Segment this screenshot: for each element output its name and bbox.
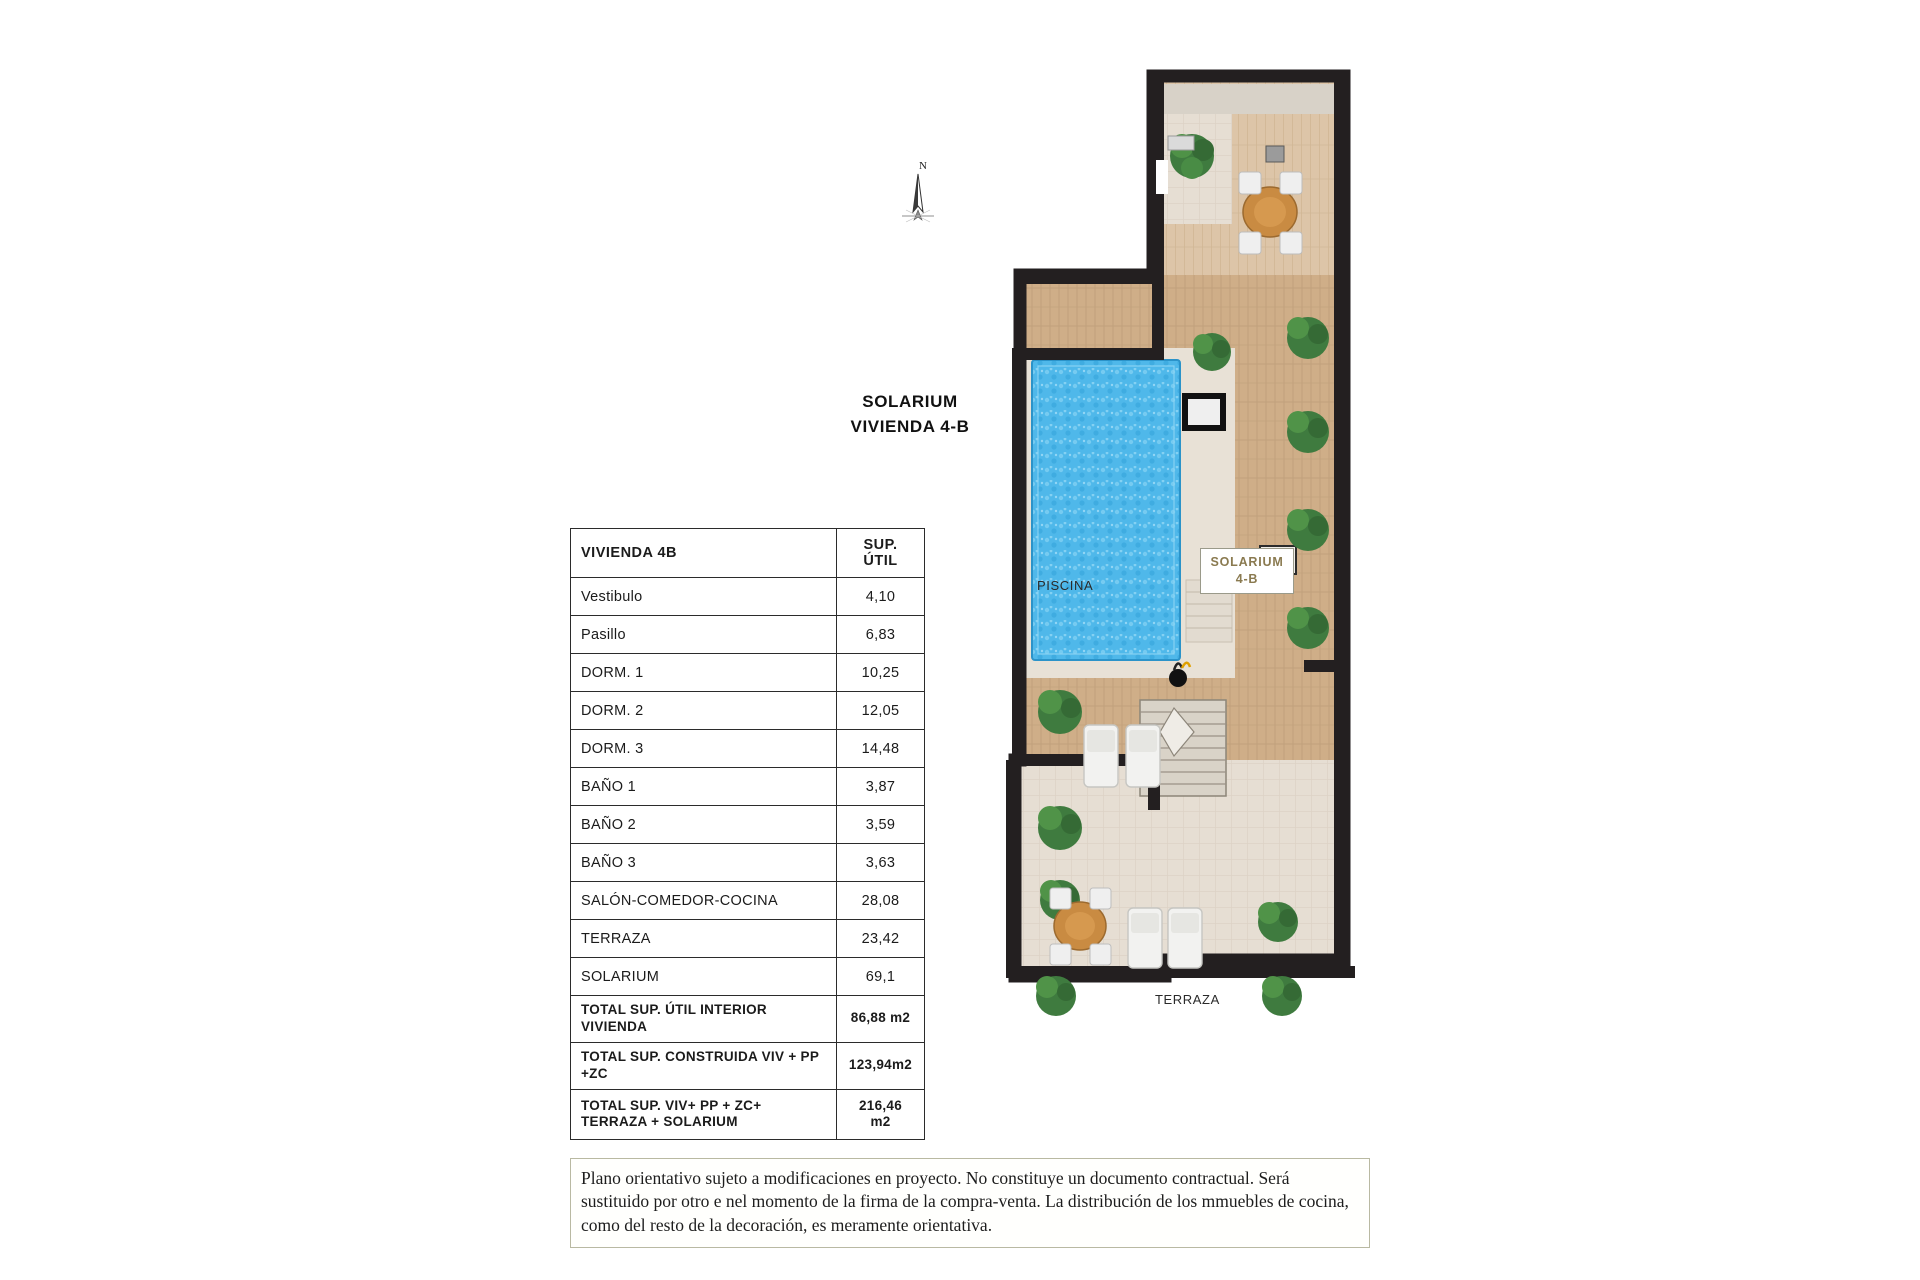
solarium-label-line-1: SOLARIUM (1210, 555, 1284, 570)
total-label: TOTAL SUP. VIV+ PP + ZC+ TERRAZA + SOLARIUM (571, 1089, 837, 1140)
table-row (571, 730, 925, 768)
row-label: SALÓN-COMEDOR-COCINA (571, 882, 837, 920)
floor-plan-drawing (960, 60, 1380, 1140)
row-label: SOLARIUM (571, 958, 837, 996)
row-label: Pasillo (571, 616, 837, 654)
row-value: 3,63 (837, 844, 925, 882)
table-row (571, 768, 925, 806)
table-row (571, 882, 925, 920)
plant-icon (1287, 607, 1329, 649)
solarium-label-line-2: 4-B (1235, 572, 1259, 586)
table-header-row (571, 529, 925, 578)
total-value: 216,46 m2 (837, 1089, 925, 1140)
plant-icon (1193, 333, 1231, 371)
row-value: 3,59 (837, 806, 925, 844)
row-value: 14,48 (837, 730, 925, 768)
sun-lounger (1128, 908, 1162, 968)
sun-lounger (1168, 908, 1202, 968)
plant-icon (1287, 317, 1329, 359)
total-label: TOTAL SUP. ÚTIL INTERIOR VIVIENDA (571, 996, 837, 1043)
table-row (571, 806, 925, 844)
row-value: 12,05 (837, 692, 925, 730)
table-total-row (571, 1089, 925, 1140)
row-value: 10,25 (837, 654, 925, 692)
row-label: DORM. 2 (571, 692, 837, 730)
table-row (571, 616, 925, 654)
row-label: BAÑO 1 (571, 768, 837, 806)
title-line-1: SOLARIUM (862, 392, 958, 411)
plant-icon (1258, 902, 1298, 942)
table-header-surface: SUP. ÚTIL (837, 529, 925, 578)
compass-icon (888, 160, 948, 240)
row-value: 6,83 (837, 616, 925, 654)
plant-icon (1038, 690, 1082, 734)
compass-north-label: N (919, 160, 927, 172)
compass-rose (888, 160, 948, 240)
terrace-label: TERRAZA (1155, 992, 1220, 1007)
title-line-2: VIVIENDA 4-B (850, 416, 970, 436)
sun-lounger (1084, 725, 1118, 787)
row-value: 28,08 (837, 882, 925, 920)
total-value: 86,88 m2 (837, 996, 925, 1043)
total-label: TOTAL SUP. CONSTRUIDA VIV + PP +ZC (571, 1042, 837, 1089)
row-value: 3,87 (837, 768, 925, 806)
table-row (571, 920, 925, 958)
row-label: DORM. 3 (571, 730, 837, 768)
total-value: 123,94m2 (837, 1042, 925, 1089)
floor-plan-svg (960, 60, 1380, 1140)
row-value: 69,1 (837, 958, 925, 996)
row-value: 23,42 (837, 920, 925, 958)
table-header-dwelling: VIVIENDA 4B (571, 529, 837, 578)
table-total-row (571, 1042, 925, 1089)
plant-icon (1262, 976, 1302, 1016)
plant-icon (1287, 509, 1329, 551)
pool-label: PISCINA (1037, 578, 1094, 593)
table-total-row (571, 996, 925, 1043)
row-value: 4,10 (837, 578, 925, 616)
row-label: Vestibulo (571, 578, 837, 616)
solarium-label-box (1200, 548, 1294, 594)
row-label: DORM. 1 (571, 654, 837, 692)
sun-lounger (1126, 725, 1160, 787)
plant-icon (1287, 411, 1329, 453)
areas-table (570, 528, 925, 1140)
row-label: BAÑO 2 (571, 806, 837, 844)
table-row (571, 654, 925, 692)
row-label: BAÑO 3 (571, 844, 837, 882)
disclaimer-note: Plano orientativo sujeto a modificaciones en proyecto. No constituye un documento contractual. Será sustituido por otro e nel momento de la firma de la compra-venta. La distribución de los mmuebles de cocina, como del resto de la decoración, es meramente orientativa. (570, 1158, 1370, 1248)
table-row (571, 578, 925, 616)
table-row (571, 692, 925, 730)
plant-icon (1038, 806, 1082, 850)
plant-icon (1036, 976, 1076, 1016)
table-row (571, 958, 925, 996)
table-row (571, 844, 925, 882)
row-label: TERRAZA (571, 920, 837, 958)
